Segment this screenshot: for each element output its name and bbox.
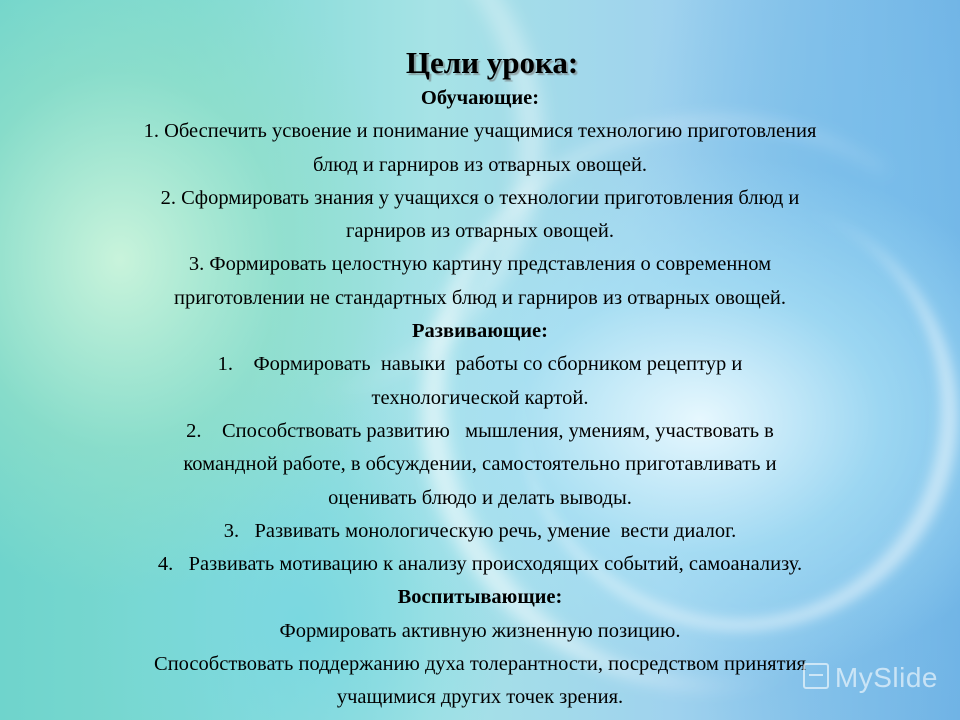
section-heading: Развивающие: [412,320,548,343]
text-line: блюд и гарниров из отварных овощей. [312,153,648,176]
section-heading: Воспитывающие: [397,586,563,609]
text-line: 3. Развивать монологическую речь, умение вести диалог. [223,519,737,542]
slide-content [0,46,960,715]
text-line: 4. Развивать мотивацию к анализу происходящих событий, самоанализу. [157,553,803,576]
text-line: технологической картой. [371,386,589,409]
myslide-logo-icon [803,663,829,689]
text-line: Формировать активную жизненную позицию. [279,619,681,642]
text-line: 1. Обеспечить усвоение и понимание учащимися технологию приготовления [143,120,817,143]
text-line: Способствовать поддержанию духа толерантности, посредством принятия [154,653,806,676]
text-line: гарниров из отварных овощей. [345,220,615,243]
text-line: приготовлении не стандартных блюд и гарниров из отварных овощей. [173,286,787,309]
slide-title: Цели урока: [405,45,579,80]
text-line: 3. Формировать целостную картину представления о современном [188,253,772,276]
text-line: учащимися других точек зрения. [336,686,624,709]
watermark-text: MySlide [834,662,938,693]
text-line: командной работе, в обсуждении, самостоятельно приготавливать и [183,453,777,476]
text-line: 1. Формировать навыки работы со сборником рецептур и [217,353,743,376]
section-vospityvayushchie [0,581,960,714]
text-line: оценивать блюдо и делать выводы. [328,486,632,509]
section-obuchayushchie [0,82,960,315]
text-line: 2. Сформировать знания у учащихся о технологии приготовления блюд и [160,186,800,209]
section-razvivayushchie [0,315,960,581]
myslide-watermark [803,662,938,694]
section-heading: Обучающие: [420,87,540,109]
text-line: 2. Способствовать развитию мышления, умениям, участвовать в [186,419,774,442]
